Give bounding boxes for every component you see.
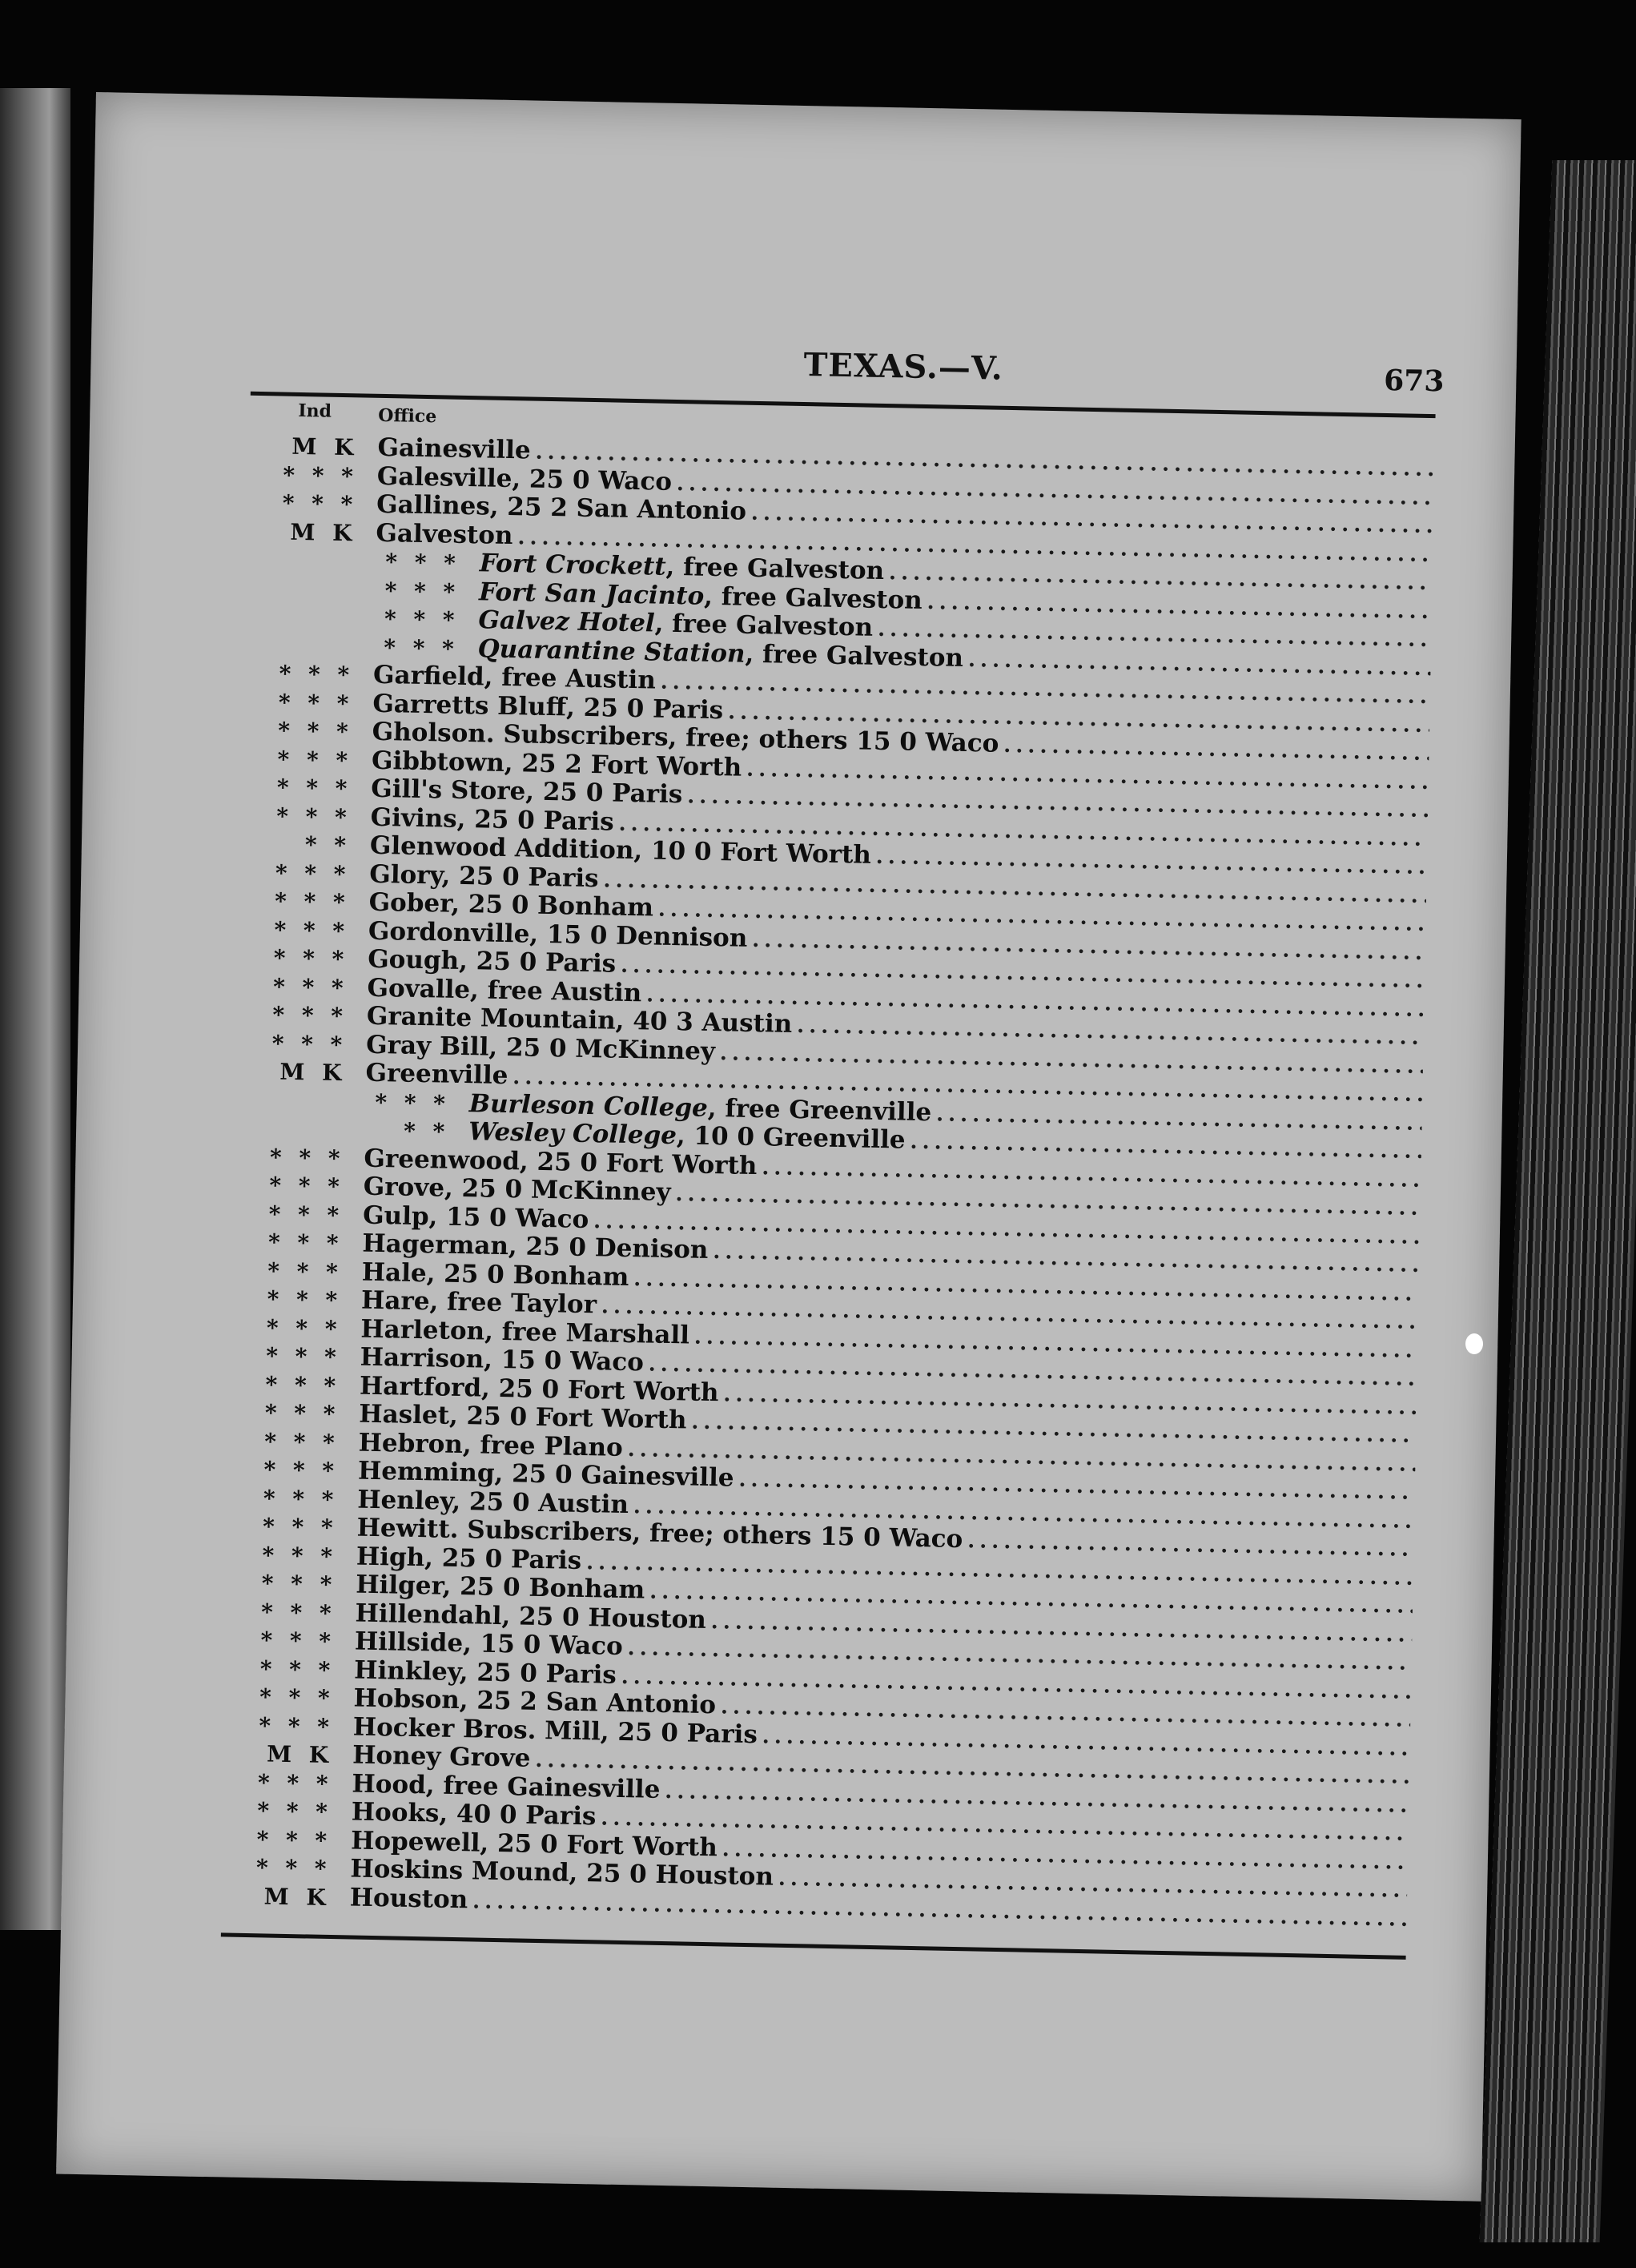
office-name: Henley (356, 1485, 452, 1516)
office-details: , 25 0 Fort Worth (519, 1146, 758, 1180)
office-details: , 15 0 Waco (462, 1629, 624, 1661)
column-header-office: Office (378, 404, 437, 428)
office-name: Hopewell (350, 1826, 480, 1858)
office-name: Houston (349, 1883, 468, 1914)
ind-marker: M K (279, 1058, 347, 1087)
office-name: Hare (360, 1285, 430, 1317)
office-details: , 25 0 Gainesville (494, 1458, 734, 1493)
office-name: Garfield (372, 660, 485, 692)
office-details: , 25 0 Paris (424, 1542, 582, 1575)
office-name: Grove (363, 1172, 445, 1203)
office-name: Gallines (376, 489, 491, 521)
ind-marker: * * * (271, 1029, 348, 1058)
office-name: Burleson College (468, 1088, 709, 1123)
ind-marker: * * * (267, 1257, 344, 1285)
ind-marker: * * * (275, 859, 351, 887)
office-details: , 25 0 McKinney (444, 1173, 671, 1208)
office-details: , free Gainesville (425, 1770, 661, 1804)
office-details: , 25 0 Fort Worth (480, 1828, 718, 1862)
office-details: , free Marshall (484, 1317, 690, 1350)
ind-marker: M K (290, 518, 357, 546)
ind-marker: * * * (283, 461, 359, 489)
ind-marker: * * * (274, 915, 350, 944)
ind-marker: * * * (260, 1627, 336, 1655)
ind-marker: * * * (267, 1228, 344, 1257)
office-name: Hagerman (362, 1228, 509, 1261)
ind-marker: M K (266, 1740, 334, 1769)
office-details: , 25 0 Paris (525, 777, 683, 810)
office-name: Govalle (367, 973, 471, 1004)
ind-marker: M K (263, 1882, 332, 1911)
office-details: . Subscribers, free; others 15 0 Waco (485, 719, 999, 758)
office-name: Gordonville (368, 916, 530, 949)
ind-marker: * * * (268, 1200, 344, 1228)
office-details: , 25 0 Austin (452, 1486, 629, 1519)
ind-marker: * * * (267, 1285, 343, 1314)
ind-marker: * * * (385, 549, 461, 577)
office-details: , 25 0 McKinney (488, 1032, 716, 1066)
office-name: Greenville (365, 1058, 508, 1091)
office-entry (365, 1060, 508, 1091)
office-details: , 25 0 Paris (456, 804, 615, 837)
office-details: , 15 0 Dennison (529, 919, 748, 953)
ind-marker: * * * (384, 605, 460, 633)
office-details: , 25 0 Paris (600, 1716, 758, 1749)
office-entry (352, 1742, 531, 1774)
office-name: Hocker Bros. Mill (352, 1712, 601, 1746)
office-details: , 10 0 Fort Worth (633, 836, 872, 870)
office-name: Haslet (359, 1399, 450, 1430)
footer-rule (221, 1932, 1406, 1959)
office-details: , 25 2 Fort Worth (504, 748, 742, 782)
office-name: Hewitt (356, 1513, 451, 1544)
office-name: Gibbtown (371, 746, 505, 778)
office-name: Harrison (360, 1342, 484, 1374)
office-details: , free Greenville (707, 1093, 932, 1127)
office-details: , 10 0 Greenville (676, 1121, 906, 1155)
office-details: , 25 0 Paris (565, 692, 724, 725)
ind-marker: * * * (255, 1854, 332, 1883)
office-details: , free Galveston (745, 639, 964, 673)
ind-marker: * * * (259, 1711, 335, 1740)
office-details: , free Galveston (665, 552, 885, 585)
office-name: Garretts Bluff (372, 689, 567, 722)
office-name: Hooks (351, 1797, 440, 1828)
ind-marker: * * * (279, 660, 355, 689)
office-entry (349, 1884, 468, 1914)
ind-marker: * * * (282, 489, 358, 518)
directory-page (56, 92, 1521, 2202)
office-details: , 25 0 Bonham (450, 889, 654, 923)
office-details: , 15 0 Waco (428, 1201, 589, 1234)
ind-marker: * * * (265, 1370, 341, 1399)
office-name: Harleton (360, 1314, 485, 1346)
ind-marker: * * * (259, 1655, 336, 1683)
ind-marker: * * * (274, 887, 350, 916)
office-details: , 40 0 Paris (439, 1799, 597, 1832)
office-name: Hillside (354, 1627, 464, 1659)
ind-marker: * * * (263, 1456, 340, 1485)
office-name: Galvez Hotel (478, 605, 656, 638)
ind-marker: * * (304, 831, 352, 859)
office-name: Fort Crockett (479, 549, 666, 581)
office-details: , 25 0 Fort Worth (480, 1373, 719, 1407)
ind-marker: * * * (375, 1088, 451, 1117)
ind-marker: * * * (261, 1570, 337, 1598)
office-name: Wesley College (468, 1117, 677, 1151)
office-name: Galesville (376, 461, 513, 493)
ind-marker: * * (403, 1117, 450, 1145)
office-name: Gainesville (377, 432, 531, 465)
column-header-ind: Ind (298, 400, 332, 422)
office-name: Hartford (359, 1371, 482, 1403)
ind-marker: * * * (266, 1313, 342, 1342)
ind-marker: * * * (269, 1143, 345, 1172)
office-name: Givins (370, 802, 458, 834)
office-name: Glory (368, 859, 442, 890)
scan-speck (1465, 1333, 1483, 1354)
ind-marker: * * * (272, 1001, 348, 1030)
ind-marker: M K (291, 432, 359, 461)
office-details: , 25 0 Bonham (426, 1258, 629, 1292)
office-details: , 40 3 Austin (615, 1006, 793, 1039)
office-details: , free Taylor (429, 1287, 597, 1320)
office-details: , 25 0 Houston (569, 1858, 774, 1892)
office-details: , 25 0 Paris (459, 1657, 617, 1690)
office-name: Hebron (358, 1428, 464, 1459)
ind-marker: * * * (257, 1768, 333, 1797)
office-name: Galveston (376, 518, 513, 550)
office-name: Gray Bill (365, 1030, 489, 1062)
office-details: , 25 0 Fort Worth (448, 1401, 687, 1435)
office-name: Hood (352, 1769, 427, 1800)
ind-marker: * * * (277, 746, 353, 774)
office-name: Granite Mountain (366, 1001, 617, 1035)
office-details: , 15 0 Waco (483, 1345, 645, 1377)
office-name: High (356, 1542, 425, 1572)
office-name: Hoskins Mound (350, 1854, 569, 1888)
ind-marker: * * * (277, 717, 354, 746)
office-details: , free Galveston (703, 581, 923, 615)
office-name: Hillendahl (355, 1598, 502, 1631)
ind-marker: * * * (259, 1683, 335, 1712)
ind-marker: * * * (265, 1342, 342, 1371)
office-details: , free Plano (462, 1430, 624, 1462)
office-name: Gill's Store (371, 774, 526, 806)
office-details: , 25 0 Denison (508, 1232, 709, 1265)
office-name: Hinkley (353, 1655, 460, 1687)
office-details: , free Austin (469, 975, 642, 1007)
office-details: , free Austin (484, 662, 657, 695)
office-details: , 25 0 Waco (512, 464, 673, 497)
office-name: Hale (361, 1257, 428, 1288)
ind-marker: * * * (257, 1797, 333, 1826)
office-details: , 25 0 Houston (501, 1601, 707, 1635)
office-details: . Subscribers, free; others 15 0 Waco (449, 1514, 963, 1554)
office-name: Gholson (372, 717, 487, 749)
office-details: , 25 2 San Antonio (459, 1686, 717, 1720)
office-name: Hemming (357, 1456, 495, 1488)
ind-marker: * * * (260, 1598, 336, 1627)
ind-marker: * * * (263, 1484, 339, 1513)
office-name: Quarantine Station (477, 633, 746, 669)
page-number: 673 (1383, 363, 1445, 399)
ind-marker: * * * (384, 633, 460, 662)
ind-marker: * * * (272, 972, 348, 1001)
ind-marker: * * * (269, 1172, 345, 1200)
ind-marker: * * * (256, 1825, 332, 1854)
office-name: Fort San Jacinto (478, 577, 705, 611)
office-name: Greenwood (364, 1144, 521, 1176)
page-title: TEXAS.—V. (803, 346, 1004, 388)
office-name: Glenwood Addition (369, 830, 634, 866)
ind-marker: * * * (262, 1541, 338, 1570)
ind-marker: * * * (276, 774, 352, 802)
ind-marker: * * * (384, 577, 460, 605)
office-name: Hilger (355, 1570, 443, 1601)
office-name: Hobson (353, 1683, 460, 1715)
office-name: Honey Grove (352, 1740, 531, 1773)
office-details: , 25 2 San Antonio (489, 492, 747, 526)
office-name: Gober (368, 887, 452, 919)
ind-marker: * * * (262, 1513, 338, 1542)
office-details: , free Galveston (654, 609, 874, 642)
office-entry (376, 519, 513, 550)
office-details: , 25 0 Paris (458, 946, 617, 979)
ind-marker: * * * (275, 802, 352, 830)
ind-marker: * * * (263, 1427, 340, 1456)
office-details: , 25 0 Bonham (442, 1571, 645, 1605)
office-entry (377, 434, 531, 465)
ind-marker: * * * (273, 944, 349, 973)
office-details: , 25 0 Paris (441, 860, 599, 893)
office-name: Gough (367, 944, 460, 975)
facing-page-edge (0, 88, 70, 1930)
office-name: Gulp (362, 1200, 429, 1231)
office-list (221, 432, 1434, 1932)
ind-marker: * * * (278, 689, 354, 717)
ind-marker: * * * (264, 1399, 340, 1428)
